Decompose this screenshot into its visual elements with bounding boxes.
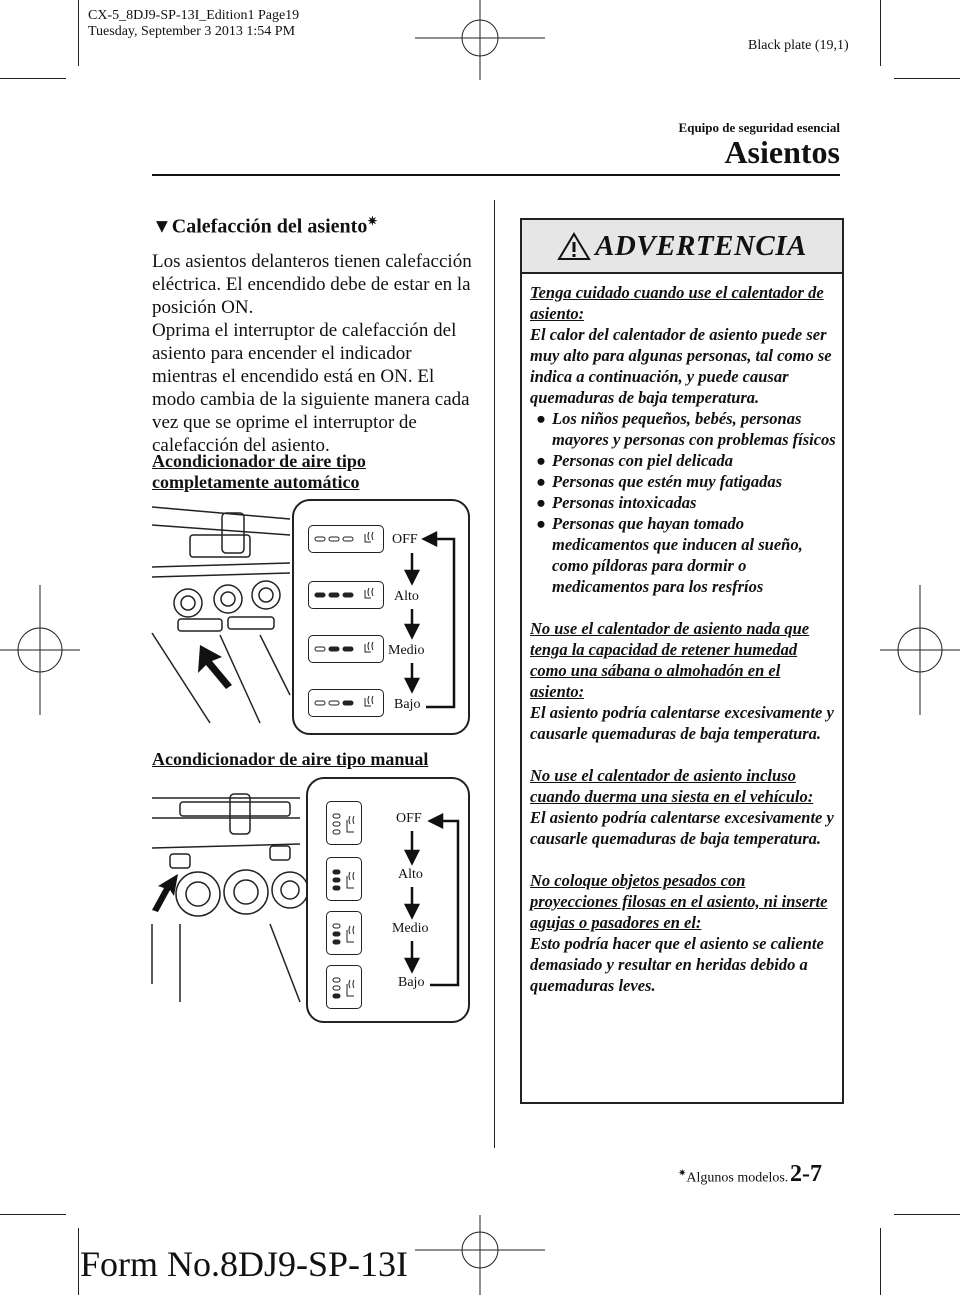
intro-paragraph: Los asientos delanteros tienen calefacción eléctrica. El encendido debe de estar en la posición ON. (152, 251, 472, 318)
section-category: Equipo de seguridad esencial (678, 120, 840, 135)
list-item: ● Los niños pequeños, bebés, personas mayores y personas con problemas físicos (530, 408, 836, 450)
page-number: 2-7 (790, 1161, 822, 1187)
warning-triangle-icon (557, 231, 591, 261)
list-item: ● Personas intoxicadas (530, 492, 836, 513)
heading-text: Calefacción del asiento (171, 215, 368, 238)
fig1-title-line2: completamente automático (152, 472, 360, 492)
state-label-medium: Medio (388, 643, 425, 658)
state-label-off: OFF (392, 532, 418, 547)
warning-block4-head: No coloque objetos pesados con proyecciones filosas en el asiento, ni inserte agujas o pasadores en el: (530, 871, 828, 932)
triangle-marker-icon: ▼ (152, 215, 172, 238)
black-plate-label: Black plate (19,1) (748, 38, 849, 53)
plate-date-line: Tuesday, September 3 2013 1:54 PM (88, 24, 296, 39)
warning-block3-text: El asiento podría calentarse excesivamente y causarle quemaduras de baja temperatura. (530, 808, 834, 848)
warning-box (520, 218, 844, 1104)
footnote-text: Algunos modelos. (686, 1170, 789, 1186)
bullet-icon: ● (536, 472, 546, 491)
header-rule (152, 174, 840, 176)
state-label-off: OFF (396, 811, 422, 826)
list-item: ● Personas con piel delicada (530, 450, 836, 471)
warning-block2-text: El asiento podría calentarse excesivamente y causarle quemaduras de baja temperatura. (530, 703, 834, 743)
asterisk-icon: ✷ (367, 214, 378, 228)
operation-paragraph: Oprima el interruptor de calefacción del asiento para encender el indicador mientras el encendido está en ON. El modo cambia de la siguiente manera cada vez que se oprime el interruptor de calefacción del asiento. (152, 320, 470, 456)
warning-body (522, 274, 842, 996)
list-item: ● Personas que estén muy fatigadas (530, 471, 836, 492)
bullet-icon: ● (536, 493, 546, 512)
state-label-medium: Medio (392, 921, 429, 936)
section-title: Asientos (724, 134, 840, 170)
bullet-icon: ● (536, 409, 546, 428)
bullet-icon: ● (536, 514, 546, 533)
list-item: ● Personas que hayan tomado medicamentos que inducen al sueño, como píldoras para dormir o medicamentos para los resfríos (530, 513, 836, 597)
section-heading (152, 214, 377, 239)
auto-ac-dashboard-illustration (150, 495, 300, 725)
auto-ac-switch-states-panel (292, 499, 470, 735)
warning-block2-head: No use el calentador de asiento nada que tenga la capacidad de retener humedad como una sábana o almohadón en el asiento: (530, 619, 810, 701)
cycle-arrows (294, 501, 468, 733)
form-number: Form No.8DJ9-SP-13I (80, 1244, 409, 1284)
warning-header (522, 220, 842, 274)
state-label-high: Alto (394, 589, 419, 604)
fig1-title-line1: Acondicionador de aire tipo (152, 451, 366, 471)
footnote (678, 1168, 788, 1187)
column-divider (494, 200, 495, 1148)
warning-title: ADVERTENCIA (595, 229, 807, 262)
asterisk-icon: ✷ (678, 1168, 687, 1179)
plate-file-line: CX-5_8DJ9-SP-13I_Edition1 Page19 (88, 8, 300, 23)
bullet-icon: ● (536, 451, 546, 470)
warning-block1-head: Tenga cuidado cuando use el calentador de asiento: (530, 283, 824, 323)
state-label-high: Alto (398, 867, 423, 882)
manual-ac-dashboard-illustration (150, 774, 310, 1004)
warning-block1-text: El calor del calentador de asiento puede ser muy alto para algunas personas, tal como se indica a continuación, y puede causar quemaduras de baja temperatura. (530, 325, 832, 407)
warning-block3-head: No use el calentador de asiento incluso cuando duerma una siesta en el vehículo: (530, 766, 814, 806)
fig2-title: Acondicionador de aire tipo manual (152, 749, 429, 769)
state-label-low: Bajo (398, 975, 425, 990)
cycle-arrows (308, 779, 468, 1021)
warning-block4-text: Esto podría hacer que el asiento se caliente demasiado y resultar en heridas debido a quemaduras leves. (530, 934, 824, 995)
manual-ac-switch-states-panel (306, 777, 470, 1023)
state-label-low: Bajo (394, 697, 421, 712)
